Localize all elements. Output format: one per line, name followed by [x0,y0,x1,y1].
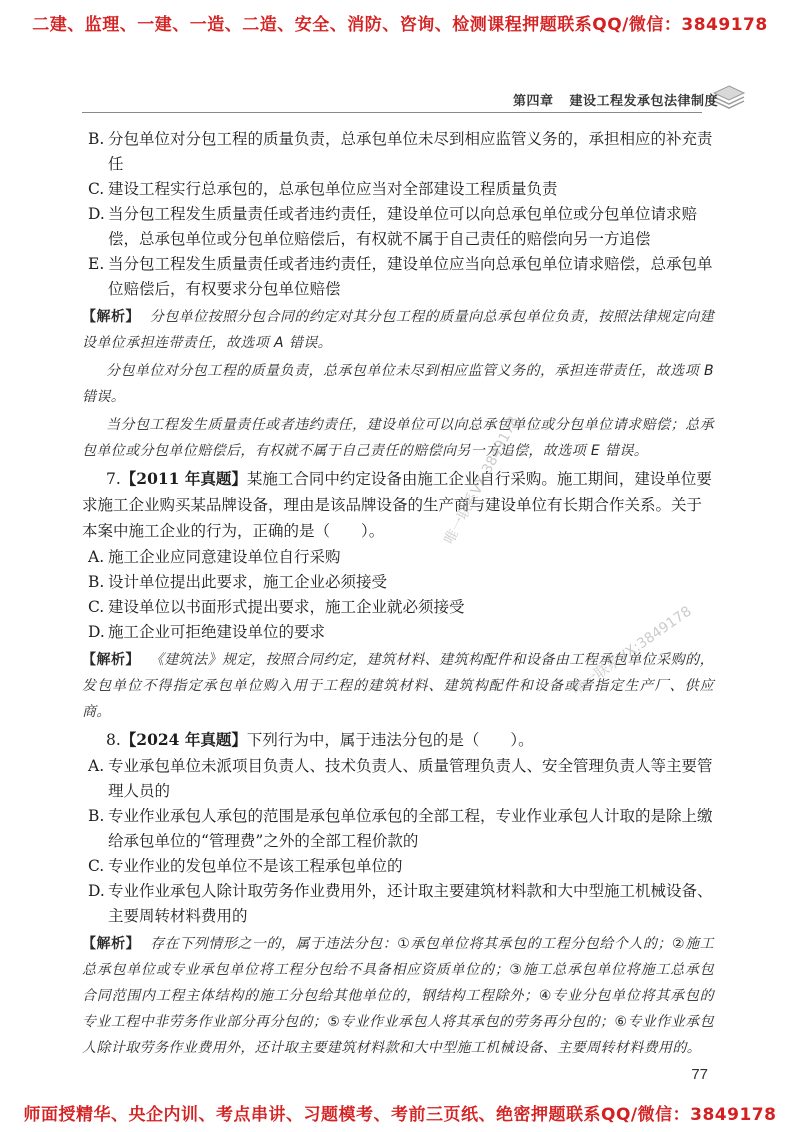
option-a: A. 施工企业应同意建设单位自行采购 [88,548,341,566]
analysis-paragraph: 【解析】 存在下列情形之一的，属于违法分包：①承包单位将其承包的工程分包给个人的；②施工总承包单位或专业承包单位将工程分包给不具备相应资质单位的；③施工总承包单位将施工总承包合同范围内工程主体结构的施工分包给其他单位的，钢结构工程除外；④专业分包单位将其承包的专业工程中非劳务作业部分再分包的；⑤专业作业承包人将其承包的劳务再分包的；⑥专业作业承包人除计取劳务作业费用外，还计取主要建筑材料款和大中型施工机械设备、主要周转材料费用的。 [82,936,715,1056]
page-body [82,127,714,1063]
previous-question-analysis [82,304,714,464]
option-e: E. 当分包工程发生质量责任或者违约责任，建设单位应当向总承包单位请求赔偿，总承包单位赔偿后，有权要求分包单位赔偿 [88,255,713,298]
analysis-paragraph: 【解析】 《建筑法》规定，按照合同约定，建筑材料、建筑构配件和设备由工程承包单位采购的，发包单位不得指定承包单位购入用于工程的建筑材料、建筑构配件和设备或者指定生产厂、供应商。 [82,652,714,720]
header-rule [82,112,702,113]
option-c: C. 建设单位以书面形式提出要求，施工企业就必须接受 [88,598,465,616]
page-number: 77 [691,1066,708,1083]
option-b: B. 分包单位对分包工程的质量负责，总承包单位未尽到相应监管义务的，承担相应的补充责任 [88,130,713,173]
question-7 [82,466,714,725]
watermark-text: 唯一联系VX:3849178 [568,603,695,699]
option-b: B. 设计单位提出此要求，施工企业必须接受 [88,573,388,591]
previous-question-options [82,127,714,302]
option-a: A. 专业承包单位未派项目负责人、技术负责人、质量管理负责人、安全管理负责人等主要管理人员的 [88,757,713,800]
option-c: C. 专业作业的发包单位不是该工程承包单位的 [88,857,403,875]
bottom-contact-banner: 师面授精华、央企内训、考点串讲、习题模考、考前三页纸、绝密押题联系QQ/微信：3849178 [23,1105,777,1125]
option-d: D. 当分包工程发生质量责任或者违约责任，建设单位可以向总承包单位或分包单位请求赔偿，总承包单位或分包单位赔偿后，有权就不属于自己责任的赔偿向另一方追偿 [88,205,698,248]
analysis-paragraph: 【解析】 分包单位按照分包合同的约定对其分包工程的质量向总承包单位负责，按照法律规定向建设单位承担连带责任，故选项 A 错误。 [82,309,714,351]
chapter-number: 第四章 [512,94,554,109]
option-b: B. 专业作业承包人承包的范围是承包单位承包的全部工程，专业作业承包人计取的是除上缴给承包单位的“管理费”之外的全部工程价款的 [88,807,713,850]
question-8 [82,727,714,1061]
chapter-title: 建设工程发承包法律制度 [569,94,718,109]
option-d: D. 施工企业可拒绝建设单位的要求 [88,623,326,641]
top-contact-banner: 二建、监理、一建、一造、二造、安全、消防、咨询、检测课程押题联系QQ/微信：3849178 [32,15,768,35]
question-stem: 7.【2011 年真题】某施工合同中约定设备由施工企业自行采购。施工期间，建设单位要求施工企业购买某品牌设备，理由是该品牌设备的生产商与建设单位有长期合作关系。关于本案中施工企业的行为，正确的是（ ）。 [82,469,712,540]
option-d: D. 专业作业承包人除计取劳务作业费用外，还计取主要建筑材料款和大中型施工机械设备、主要周转材料费用的 [88,882,713,925]
question-stem: 8.【2024 年真题】下列行为中，属于违法分包的是（ ）。 [106,730,534,749]
analysis-paragraph: 当分包工程发生质量责任或者违约责任，建设单位可以向总承包单位或分包单位请求赔偿；总承包单位或分包单位赔偿后，有权就不属于自己责任的赔偿向另一方追偿，故选项 E 错误。 [82,417,714,459]
analysis-paragraph: 分包单位对分包工程的质量负责，总承包单位未尽到相应监管义务的，承担连带责任，故选项 B 错误。 [82,363,714,405]
watermark-text: 唯一联系VX:3849178 [441,413,523,548]
option-c: C. 建设工程实行总承包的，总承包单位应当对全部建设工程质量负责 [88,180,558,198]
running-header [513,90,718,109]
